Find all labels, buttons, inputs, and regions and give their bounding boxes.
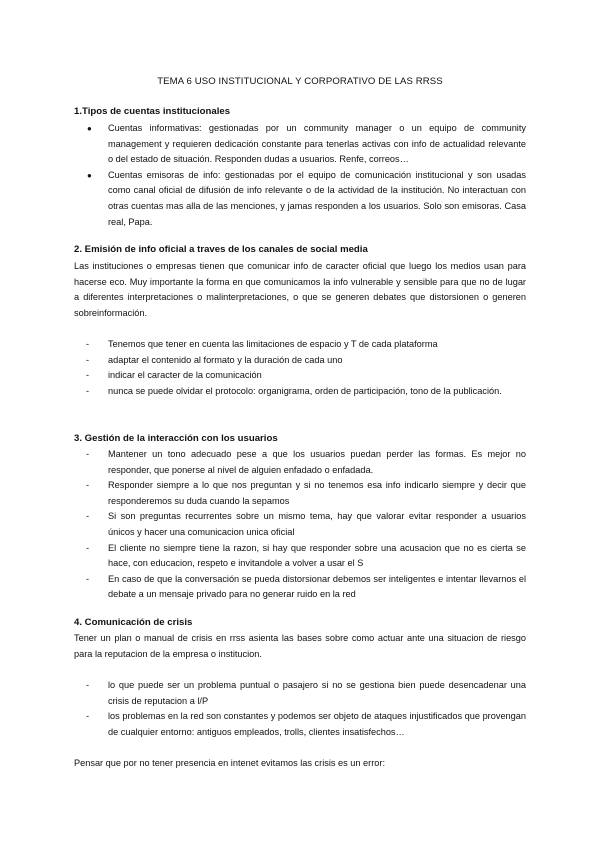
section-3-list bbox=[74, 447, 526, 603]
list-item-text: Si son preguntas recurrentes sobre un mismo tema, hay que valorar evitar responder a usuarios únicos y hacer una comunicacion unica oficial bbox=[108, 511, 526, 537]
list-item-text: El cliente no siempre tiene la razon, si hay que responder sobre una acusacion que no es cierta se hace, con educacion, respeto e invitandole a volver a usar el S bbox=[108, 542, 526, 569]
document-title: TEMA 6 USO INSTITUCIONAL Y CORPORATIVO DE LAS RRSS bbox=[157, 76, 443, 87]
section-4-heading: 4. Comunicación de crisis bbox=[74, 617, 193, 628]
dash-icon: - bbox=[86, 449, 90, 459]
list-item-text: Responder siempre a lo que nos preguntan y si no tenemos esa info indicarlo siempre y decir que responderemos su duda cuando la sepamos bbox=[108, 480, 526, 506]
dash-icon: - bbox=[86, 385, 90, 396]
list-item bbox=[74, 384, 526, 400]
list-item bbox=[74, 478, 526, 509]
list-item-text: lo que puede ser un problema puntual o pasajero si no se gestiona bien puede desencadenar una crisis de reputacion a l/P bbox=[108, 680, 526, 706]
section-1-list bbox=[74, 121, 526, 230]
list-item bbox=[74, 168, 526, 230]
list-item-text: Tenemos que tener en cuenta las limitaciones de espacio y T de cada plataforma bbox=[108, 339, 438, 349]
section-2-paragraph: Las instituciones o empresas tienen que comunicar info de caracter oficial que luego los medios usan para hacerse eco. Muy importante la forma en que comunicamos la info vulnerable y sensible para que no de lugar a diferentes interpretaciones o malinterpretaciones, o que se generen debates que distorsionen o generen sobreinformación. bbox=[74, 261, 526, 318]
section-2-heading: 2. Emisión de info oficial a traves de los canales de social media bbox=[74, 244, 368, 255]
list-item bbox=[74, 337, 526, 353]
list-item bbox=[74, 572, 526, 603]
dash-icon: - bbox=[86, 370, 90, 381]
list-item-text: indicar el caracter de la comunicación bbox=[108, 370, 262, 381]
list-item-text: los problemas en la red son constantes y podemos ser objeto de ataques injustificados que provengan de cualquier entorno: antiguos empleados, trolls, clientes insatisfechos… bbox=[108, 711, 526, 737]
list-item bbox=[74, 447, 526, 478]
dash-icon: - bbox=[86, 354, 90, 365]
dash-icon: - bbox=[86, 511, 90, 522]
list-item bbox=[74, 541, 526, 572]
dash-icon: - bbox=[86, 711, 90, 722]
section-1-heading: 1.Tipos de cuentas institucionales bbox=[74, 106, 231, 117]
list-item-text: Mantener un tono adecuado pese a que los usuarios puedan perder las formas. Es mejor no responder, que ponerse al nivel de alguien enfadado o enfadada. bbox=[108, 449, 526, 475]
section-3-heading: 3. Gestión de la interacción con los usuarios bbox=[74, 433, 278, 444]
dash-icon: - bbox=[86, 339, 90, 349]
list-item-text: nunca se puede olvidar el protocolo: organigrama, orden de participación, tono de la publicación. bbox=[108, 385, 502, 396]
bullet-icon: ● bbox=[87, 170, 92, 180]
dash-icon: - bbox=[86, 542, 90, 553]
list-item bbox=[74, 509, 526, 540]
section-4-list bbox=[74, 678, 526, 740]
dash-icon: - bbox=[86, 573, 90, 584]
list-item-text: Cuentas informativas: gestionadas por un community manager o un equipo de community management y requieren dedicación constante para tenerlas activas con info de actualidad relevante o del estado de situación. Responden dudas a usuarios. Renfe, correos… bbox=[108, 123, 526, 165]
list-item bbox=[74, 709, 526, 740]
list-item-text: En caso de que la conversación se pueda distorsionar debemos ser inteligentes e intentar llevarnos el debate a un mensaje privado para no generar ruido en la red bbox=[108, 573, 526, 600]
section-4-closing: Pensar que por no tener presencia en intenet evitamos las crisis es un error: bbox=[74, 758, 386, 768]
list-item bbox=[74, 368, 526, 384]
bullet-icon: ● bbox=[87, 124, 92, 133]
dash-icon: - bbox=[86, 680, 90, 690]
list-item bbox=[74, 678, 526, 709]
list-item-text: Cuentas emisoras de info: gestionadas por el equipo de comunicación institucional y son usadas como canal oficial de difusión de info relevante o de la actividad de la institución. No interactuan con otras cuentas mas alla de las menciones, y jamas responden a los usuarios. Solo son emisoras. Casa real, Papa. bbox=[108, 169, 526, 227]
section-2-list bbox=[74, 337, 526, 399]
dash-icon: - bbox=[86, 480, 90, 491]
list-item bbox=[74, 353, 526, 369]
section-4-paragraph: Tener un plan o manual de crisis en rrss asienta las bases sobre como actuar ante una situacion de riesgo para la reputacion de la empresa o institucion. bbox=[74, 633, 526, 659]
list-item bbox=[74, 121, 526, 168]
list-item-text: adaptar el contenido al formato y la duración de cada uno bbox=[108, 354, 343, 365]
